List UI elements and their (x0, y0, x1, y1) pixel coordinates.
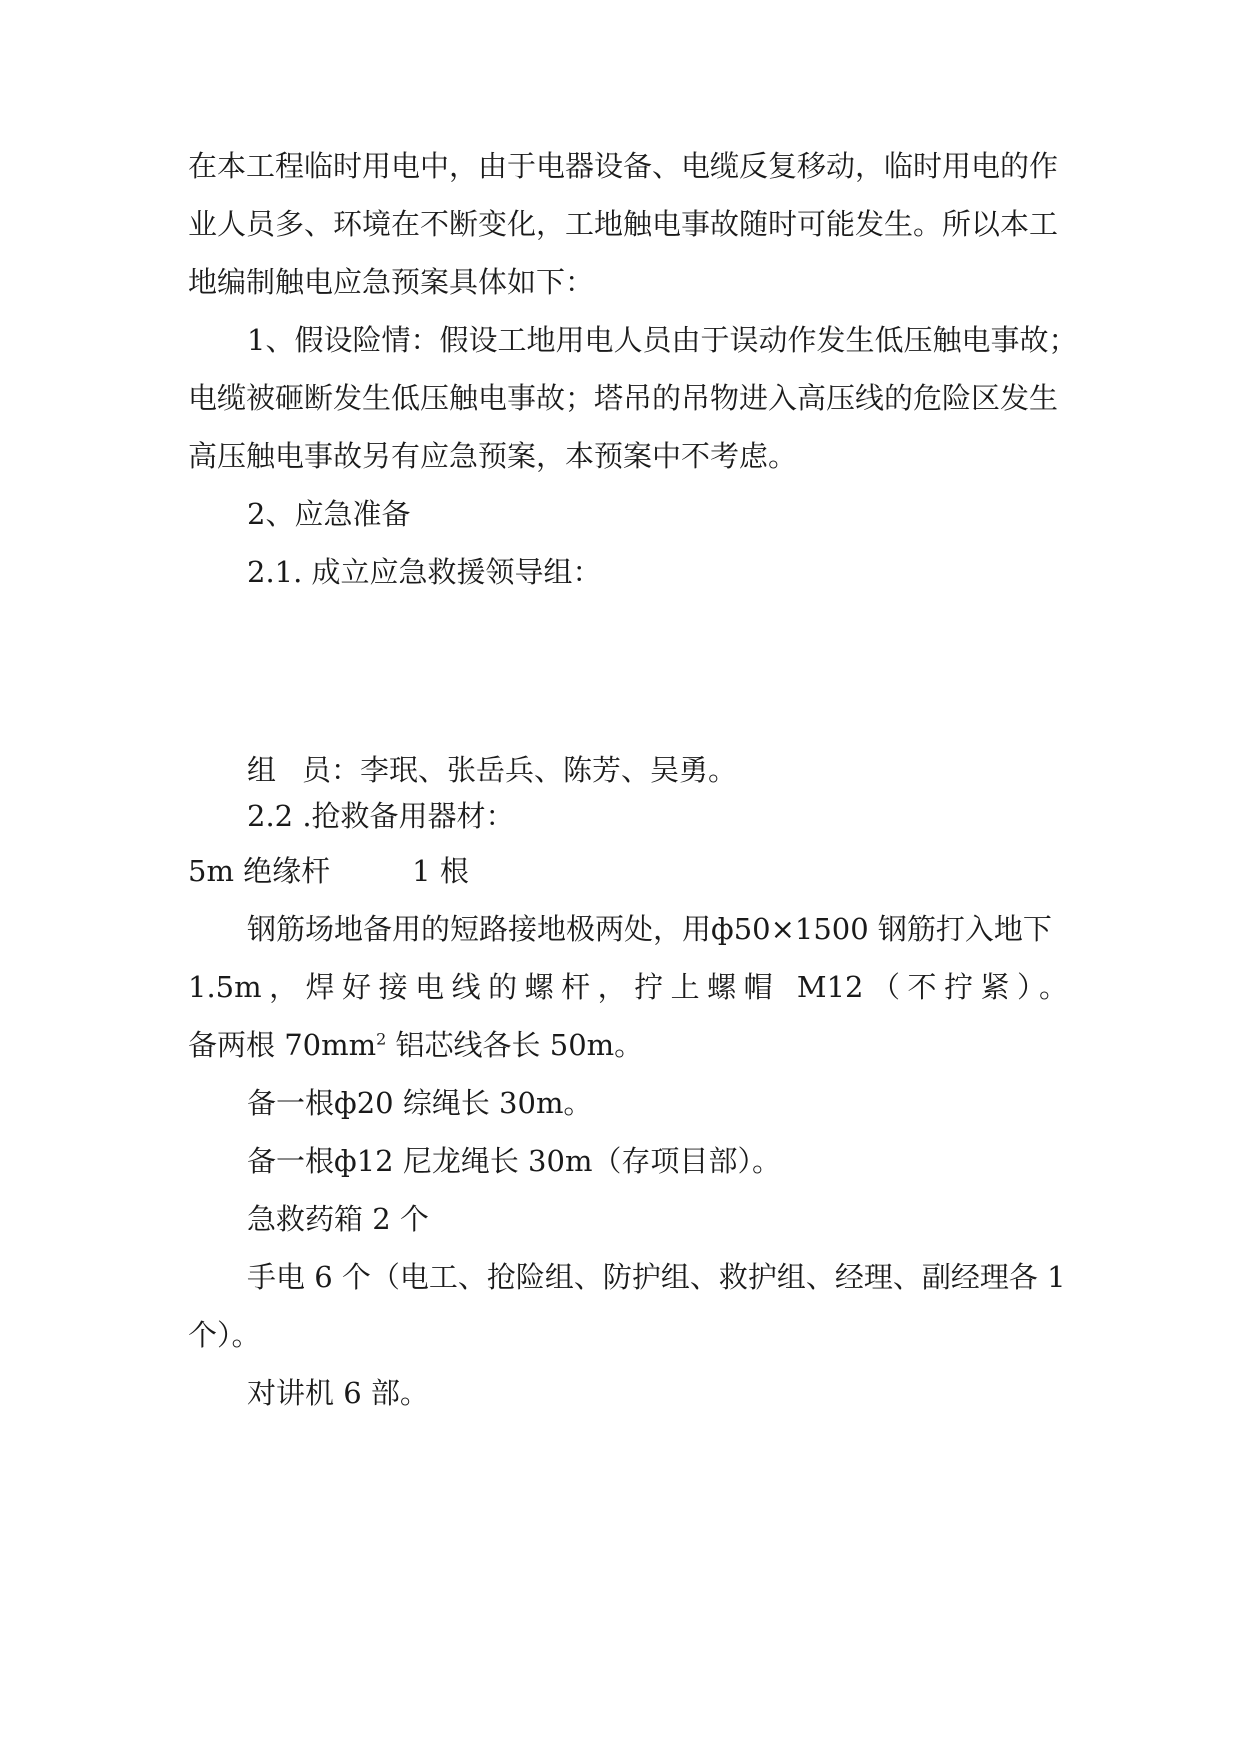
section2-heading: 2、应急准备 (247, 497, 411, 531)
cable-superscript: 2 (376, 1029, 387, 1049)
section1-line-3: 高压触电事故另有应急预案，本预案中不考虑。 (188, 439, 798, 473)
ground-rod-line-1: 钢筋场地备用的短路接地极两处，用ф50×1500 钢筋打入地下 (247, 912, 1052, 946)
item-name: 5m 绝缘杆 (188, 854, 331, 888)
rope-line-2: 备一根ф12 尼龙绳长 30m（存项目部）。 (247, 1144, 781, 1178)
cable-line (188, 1025, 1068, 1065)
radio-line: 对讲机 6 部。 (247, 1376, 429, 1410)
section2-1-heading: 2.1. 成立应急救援领导组： (247, 555, 602, 589)
cable-text-end: 铝芯线各长 50m。 (386, 1028, 644, 1062)
members-label: 组 (247, 753, 277, 787)
members-line (247, 750, 1127, 790)
members-list: 员：李珉、张岳兵、陈芳、吴勇。 (302, 753, 738, 787)
section1-line-2: 电缆被砸断发生低压触电事故；塔吊的吊物进入高压线的危险区发生 (188, 381, 1059, 415)
flashlight-line-2: 个）。 (188, 1318, 261, 1352)
intro-line-3: 地编制触电应急预案具体如下： (188, 265, 595, 299)
item-quantity: 1 根 (412, 854, 469, 888)
rope-line-1: 备一根ф20 综绳长 30m。 (247, 1086, 593, 1120)
intro-line-1: 在本工程临时用电中，由于电器设备、电缆反复移动，临时用电的作 (188, 149, 1059, 183)
flashlight-line-1: 手电 6 个（电工、抢险组、防护组、救护组、经理、副经理各 1 (247, 1260, 1066, 1294)
section2-2-heading: 2.2 .抢救备用器材： (247, 799, 515, 833)
ground-rod-line-2: 1.5m，焊好接电线的螺杆，拧上螺帽 M12（不拧紧）。 (188, 970, 1068, 1004)
firstaid-line: 急救药箱 2 个 (247, 1202, 429, 1236)
intro-line-2: 业人员多、环境在不断变化，工地触电事故随时可能发生。所以本工 (188, 207, 1059, 241)
section1-line-1: 1、假设险情：假设工地用电人员由于误动作发生低压触电事故； (247, 323, 1078, 357)
equipment-item-insulating-pole (188, 851, 1068, 891)
cable-text: 备两根 70mm (188, 1028, 377, 1062)
